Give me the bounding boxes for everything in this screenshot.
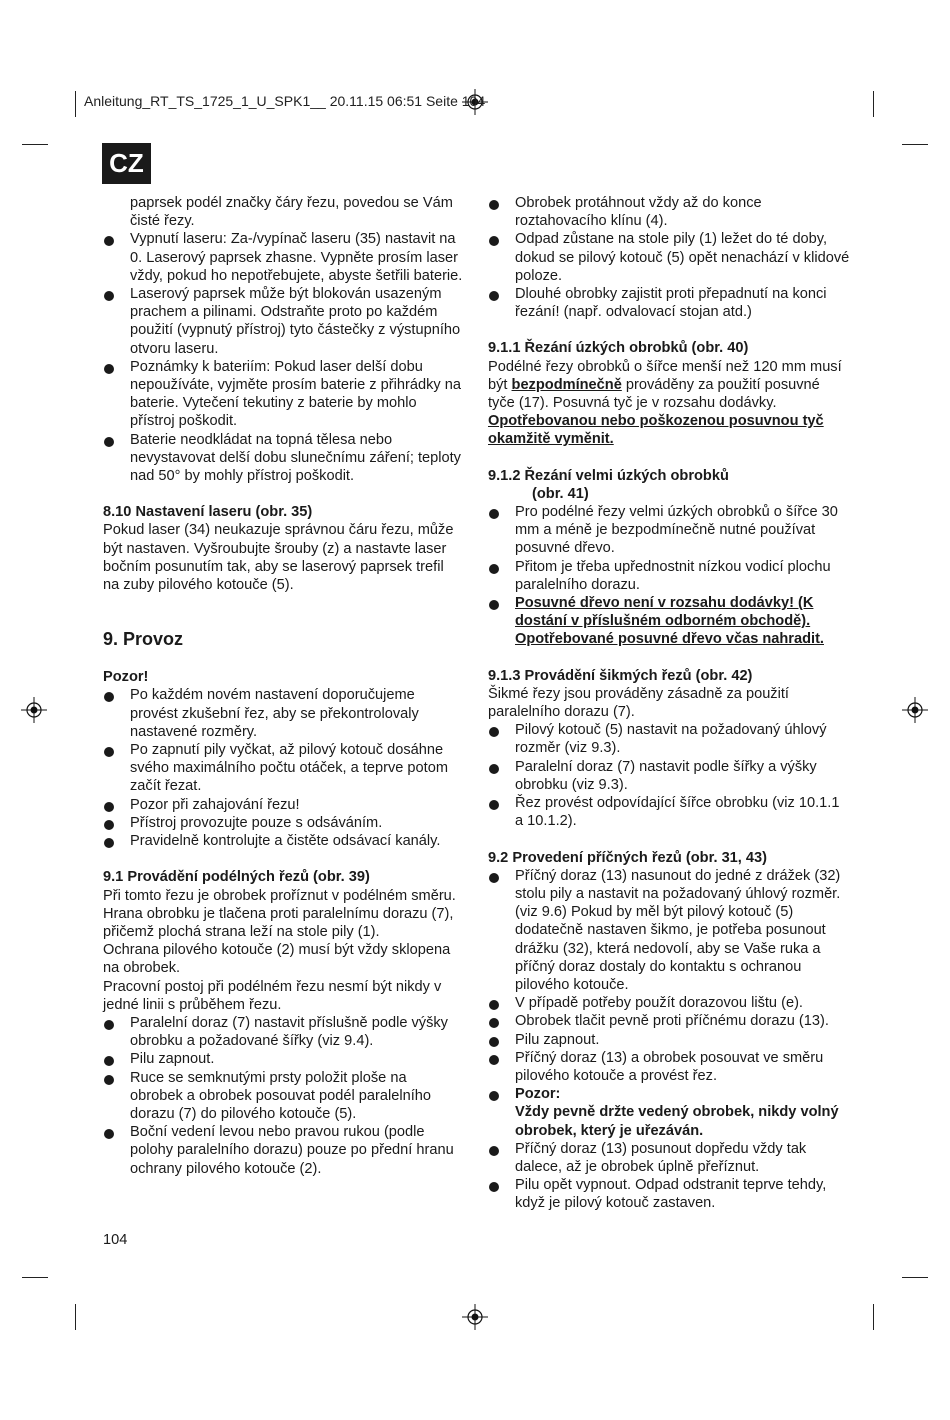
warning-text-9-1-2: Posuvné dřevo není v rozsahu dodávky! (K dostání v příslušném odborném obchodě). Opotřebované posuvné dřevo včas nahradit. (515, 595, 824, 648)
intro-continuation: paprsek podél značky čáry řezu, povedou se Vám čisté řezy. (130, 195, 453, 230)
bullet-icon (489, 764, 499, 774)
section-heading-8-10: 8.10 Nastavení laseru (obr. 35) (103, 504, 313, 521)
chapter-heading-9: 9. Provoz (103, 629, 184, 650)
language-badge: CZ (102, 143, 151, 184)
bullet-icon (104, 364, 114, 374)
list-item: Pro podélné řezy velmi úzkých obrobků o šířce 30 mm a méně je bezpodmínečně nutné používat posuvné dřevo. (488, 503, 850, 558)
section-heading-9-1-2-figure: (obr. 41) (532, 485, 589, 502)
registration-mark-icon (462, 1304, 488, 1330)
list-item: Pilový kotouč (5) nastavit na požadovaný úhlový rozměr (viz 9.3). (488, 721, 850, 757)
list-item: Pozor při zahajování řezu! (103, 796, 463, 814)
pozor-bullet-list (103, 686, 463, 850)
top-bullet-list (488, 194, 850, 321)
list-item: Pilu zapnout. (103, 1050, 463, 1068)
left-column (103, 194, 463, 1178)
list-item: Pilu zapnout. (488, 1031, 850, 1049)
bullet-icon (104, 1129, 114, 1139)
section-heading-9-1-1: 9.1.1 Řezání úzkých obrobků (obr. 40) (488, 340, 749, 357)
section-text-9-1-3: Šikmé řezy jsou prováděny zásadně za použití paralelního dorazu (7). (488, 685, 789, 721)
bullet-icon (489, 291, 499, 301)
section-text-9-1-1: Podélné řezy obrobků o šířce menší než 120 mm musí být bezpodmínečně prováděny za použití posuvné tyče (17). Posuvná tyč je v rozsahu dodávky. (488, 358, 842, 412)
list-item: Obrobek tlačit pevně proti příčnému dorazu (13). (488, 1012, 850, 1030)
laser-bullet-list (103, 230, 463, 485)
bullet-icon (489, 1000, 499, 1010)
section-heading-9-1-3: 9.1.3 Provádění šikmých řezů (obr. 42) (488, 667, 753, 684)
list-item: Pilu opět vypnout. Odpad odstranit teprve tehdy, když je pilový kotouč zastaven. (488, 1176, 850, 1212)
bullet-icon (489, 509, 499, 519)
bullet-icon (104, 437, 114, 447)
bullet-icon (104, 692, 114, 702)
section-text-9-1-p2: Hrana obrobku je tlačena proti paralelnímu dorazu (7), přičemž plochá strana leží na stole pily (1). (103, 905, 454, 940)
section-text-9-1-p4: Pracovní postoj při podélném řezu nesmí být nikdy v jedné linii s průběhem řezu. (103, 978, 442, 1013)
section-text-9-1-p3: Ochrana pilového kotouče (2) musí být vždy sklopena na obrobek. (103, 942, 451, 977)
list-item: Baterie neodkládat na topná tělesa nebo nevystavovat delší dobu slunečnímu záření; teploty nad 50° by mohly přístroj poškodit. (103, 431, 463, 486)
bullet-icon (489, 800, 499, 810)
list-item: Přístroj provozujte pouze s odsáváním. (103, 814, 463, 832)
bullet-icon (104, 747, 114, 757)
list-item (488, 1085, 850, 1140)
section-9-2-bullet-list (488, 867, 850, 1213)
pozor-warning-text: Vždy pevně držte vedený obrobek, nikdy volný obrobek, který je uřezáván. (515, 1104, 839, 1139)
bullet-icon (104, 1020, 114, 1030)
crop-mark (873, 91, 874, 117)
crop-mark (22, 144, 48, 145)
list-item: Příčný doraz (13) posunout dopředu vždy tak dalece, až je obrobek úplně přeříznut. (488, 1140, 850, 1176)
warning-text-9-1-1: Opotřebovanou nebo poškozenou posuvnou tyč okamžitě vyměnit. (488, 413, 824, 448)
list-item: Řez provést odpovídající šířce obrobku (viz 10.1.1 a 10.1.2). (488, 794, 850, 830)
crop-mark (75, 91, 76, 117)
list-item: Laserový paprsek může být blokován usazeným prachem a pilinami. Odstraňte proto po každém použití (vypnutý přístroj) tyto částečky z výstupního otvoru laseru. (103, 285, 463, 358)
section-9-1-bullet-list (103, 1014, 463, 1178)
bullet-icon (104, 820, 114, 830)
bullet-icon (104, 1056, 114, 1066)
crop-mark (902, 1277, 928, 1278)
emphasis-text: bezpodmínečně (511, 376, 622, 393)
bullet-icon (489, 727, 499, 737)
crop-mark (873, 1304, 874, 1330)
list-item: Obrobek protáhnout vždy až do konce roztahovacího klínu (4). (488, 194, 850, 230)
list-item: Boční vedení levou nebo pravou rukou (podle polohy paralelního dorazu) pouze po přední hranu ochrany pilového kotouče (2). (103, 1123, 463, 1178)
list-item: Dlouhé obrobky zajistit proti přepadnutí na konci řezání! (např. odvalovací stojan atd.) (488, 285, 850, 321)
bullet-icon (489, 1182, 499, 1192)
right-column (488, 194, 850, 1213)
bullet-icon (489, 1146, 499, 1156)
bullet-icon (489, 1037, 499, 1047)
bullet-icon (489, 1018, 499, 1028)
list-item: Paralelní doraz (7) nastavit příslušně podle výšky obrobku a požadované šířky (viz 9.4). (103, 1014, 463, 1050)
crop-mark (75, 1304, 76, 1330)
bullet-icon (489, 200, 499, 210)
list-item: Poznámky k bateriím: Pokud laser delší dobu nepoužíváte, vyjměte prosím baterie z přihrádky na baterie. Vytečení tekutiny z baterie by mohlo přístroj poškodit. (103, 358, 463, 431)
bullet-icon (489, 236, 499, 246)
bullet-icon (104, 802, 114, 812)
section-heading-9-1-2: 9.1.2 Řezání velmi úzkých obrobků (488, 467, 729, 484)
section-heading-9-1: 9.1 Provádění podélných řezů (obr. 39) (103, 869, 370, 886)
print-header: Anleitung_RT_TS_1725_1_U_SPK1__ 20.11.15 06:51 Seite 104 (84, 93, 486, 109)
list-item: Paralelní doraz (7) nastavit podle šířky a výšky obrobku (viz 9.3). (488, 758, 850, 794)
section-text-8-10: Pokud laser (34) neukazuje správnou čáru řezu, může být nastaven. Vyšroubujte šrouby (z) a nastavte laser bočním posunutím tak, aby se laserový paprsek trefil na zuby pilového kotouče (5). (103, 522, 454, 594)
bullet-icon (489, 564, 499, 574)
section-heading-9-2: 9.2 Provedení příčných řezů (obr. 31, 43) (488, 849, 768, 866)
list-item: Ruce se semknutými prsty položit ploše na obrobek a obrobek posouvat podél paralelního dorazu (7) do pilového kotouče (5). (103, 1069, 463, 1124)
list-item: Příčný doraz (13) a obrobek posouvat ve směru pilového kotouče a provést řez. (488, 1049, 850, 1085)
bullet-icon (489, 600, 499, 610)
crop-mark (902, 144, 928, 145)
registration-mark-icon (21, 697, 47, 723)
crop-mark (22, 1277, 48, 1278)
section-9-1-3-bullet-list (488, 721, 850, 830)
section-text-9-1-p1: Při tomto řezu je obrobek proříznut v podélném směru. (103, 887, 456, 904)
bullet-icon (104, 838, 114, 848)
list-item: Po zapnutí pily vyčkat, až pilový kotouč dosáhne svého maximálního počtu otáček, a teprve potom začít řezat. (103, 741, 463, 796)
list-item: V případě potřeby použít dorazovou lištu (e). (488, 994, 850, 1012)
pozor-heading: Pozor! (103, 669, 149, 686)
bullet-icon (104, 291, 114, 301)
list-item: Pravidelně kontrolujte a čistěte odsávací kanály. (103, 832, 463, 850)
bullet-icon (104, 1075, 114, 1085)
bullet-icon (489, 873, 499, 883)
list-item: Příčný doraz (13) nasunout do jedné z drážek (32) stolu pily a nastavit na požadovaný úhlový rozměr. (viz 9.6) Pokud by měl být pilový kotouč (5) dodatečně nastaven šikmo, je potřeba posunout drážku (32), která nedovolí, aby se Vaše ruka a příčný doraz dostaly do kontaktu s ochranou pilového kotouče. (488, 867, 850, 994)
bullet-icon (489, 1055, 499, 1065)
section-9-1-2-bullet-list (488, 503, 850, 649)
list-item: Odpad zůstane na stole pily (1) ležet do té doby, dokud se pilový kotouč (5) opět nenachází v klidové poloze. (488, 230, 850, 285)
bullet-icon (489, 1091, 499, 1101)
bullet-icon (104, 236, 114, 246)
list-item: Vypnutí laseru: Za-/vypínač laseru (35) nastavit na 0. Laserový paprsek zhasne. Vypněte prosím laser vždy, pokud ho nepotřebujete, abyste šetřili baterie. (103, 230, 463, 285)
page-number: 104 (103, 1232, 128, 1248)
list-item: Po každém novém nastavení doporučujeme provést zkušební řez, aby se překontrolovaly nastavené rozměry. (103, 686, 463, 741)
pozor-label: Pozor: (515, 1086, 561, 1103)
list-item: Přitom je třeba upřednostnit nízkou vodicí plochu paralelního dorazu. (488, 558, 850, 594)
registration-mark-icon (902, 697, 928, 723)
list-item (488, 594, 850, 649)
